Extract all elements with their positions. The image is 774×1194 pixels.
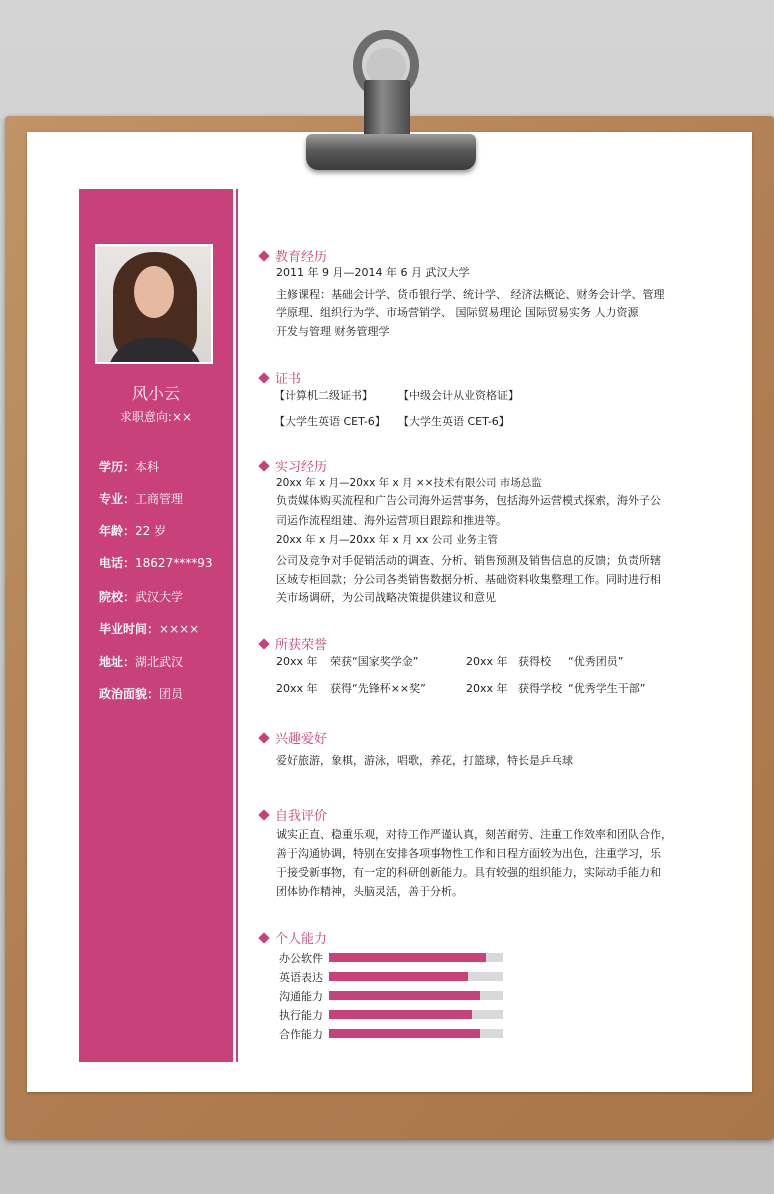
honor-year: 20xx 年 [466,682,508,695]
section-label: 兴趣爱好 [275,732,328,747]
info-value: ×××× [159,622,200,636]
job-line: 公司及竞争对手促销活动的调查、分析、销售预测及销售信息的反馈；负责所辖 [276,554,661,567]
info-value: 18627****93 [135,556,213,570]
self-eval-line: 善于沟通协调，特别在安排各项事物性工作和日程方面较为出色，注重学习，乐 [276,847,661,860]
section-title-education [260,246,327,265]
certificate-item: 【中级会计从业资格证】 [398,389,519,402]
honor-year: 20xx 年 [276,682,318,695]
info-graduation [99,620,199,637]
info-label: 地址： [99,655,136,669]
diamond-icon [258,809,269,820]
section-label: 证书 [275,372,302,387]
job-line: 司运作流程组建、海外运营项目跟踪和推进等。 [276,514,507,527]
skill-bar-fill [329,953,486,962]
honor-year: 20xx 年 [276,655,318,668]
section-title-skills [260,928,327,947]
job-header: 20xx 年 x 月—20xx 年 x 月 ××技术有限公司 市场总监 [276,477,542,489]
job-line: 关市场调研，为公司战略决策提供建议和意见 [276,591,496,604]
info-political [99,685,183,702]
skill-bar-track [329,972,503,981]
info-education [99,458,159,475]
skill-bar-fill [329,1010,472,1019]
section-title-internship [260,456,327,475]
job-line: 负责媒体购买流程和广告公司海外运营事务，包括海外运营模式探索，海外子公 [276,494,661,507]
honor-year: 20xx 年 [466,655,508,668]
self-eval-line: 于接受新事物，有一定的科研创新能力。具有较强的组织能力，实际动手能力和 [276,866,661,879]
diamond-icon [258,932,269,943]
profile-photo [95,244,213,364]
clip-plate-icon [306,134,476,170]
info-school [99,588,183,605]
section-label: 实习经历 [275,460,328,475]
education-line: 开发与管理 财务管理学 [276,325,390,338]
diamond-icon [258,372,269,383]
info-label: 院校： [99,590,136,604]
info-major [99,490,183,507]
profile-name: 风小云 [131,384,180,403]
hobbies-text: 爱好旅游，象棋，游泳，唱歌，养花，打篮球，特长是乒乓球 [276,754,573,767]
info-label: 学历： [99,460,136,474]
skill-label: 英语表达 [279,971,323,984]
info-label: 政治面貌： [99,687,160,701]
diamond-icon [258,250,269,261]
self-eval-line: 诚实正直、稳重乐观，对待工作严谨认真，刻苦耐劳、注重工作效率和团队合作， [276,828,672,841]
sidebar-divider [236,189,238,1062]
job-header: 20xx 年 x 月—20xx 年 x 月 xx 公司 业务主管 [276,534,498,546]
education-line: 主修课程：基础会计学、货币银行学、统计学、 经济法概论、财务会计学、管理 [276,288,665,301]
info-phone [99,554,212,571]
honor-name: 荣获“国家奖学金” [330,655,419,668]
info-label: 毕业时间： [99,622,160,636]
education-line: 学原理、组织行为学、市场营销学、 国际贸易理论 国际贸易实务 人力资源 [276,306,639,319]
info-value: 本科 [135,460,160,474]
info-value: 22 岁 [135,524,167,538]
info-value: 湖北武汉 [135,655,184,669]
section-title-hobbies [260,728,327,747]
skill-label: 沟通能力 [279,990,323,1003]
certificate-item: 【大学生英语 CET-6】 [398,415,510,428]
job-intent: 求职意向:×× [119,410,193,424]
info-age [99,522,166,539]
honor-name: 获得“先锋杯××奖” [330,682,426,695]
section-label: 教育经历 [275,250,328,265]
self-eval-line: 团体协作精神，头脑灵活，善于分析。 [276,885,463,898]
skill-bar-track [329,1029,503,1038]
diamond-icon [258,732,269,743]
certificate-item: 【大学生英语 CET-6】 [274,415,386,428]
info-label: 电话： [99,556,136,570]
honor-name: “优秀学生干部” [568,682,646,695]
job-line: 区域专柜回款；分公司各类销售数据分析、基础资料收集整理工作。同时进行相 [276,573,661,586]
info-value: 团员 [159,687,184,701]
diamond-icon [258,638,269,649]
skill-label: 办公软件 [279,952,323,965]
skill-label: 执行能力 [279,1009,323,1022]
honor-org: 获得学校 [518,682,562,695]
info-address [99,653,183,670]
section-title-self-eval [260,805,327,824]
info-value: 工商管理 [135,492,184,506]
skill-label: 合作能力 [279,1028,323,1041]
certificate-item: 【计算机二级证书】 [274,389,373,402]
section-title-certificates [260,368,301,387]
photo-face [134,266,174,318]
diamond-icon [258,460,269,471]
skill-bar-track [329,991,503,1000]
photo-image [97,246,211,362]
skill-bar-track [329,1010,503,1019]
section-label: 个人能力 [275,932,328,947]
skill-bar-fill [329,972,468,981]
honor-name: “优秀团员” [568,655,624,668]
skill-bar-track [329,953,503,962]
skill-bar-fill [329,1029,480,1038]
section-title-honors [260,634,327,653]
section-label: 所获荣誉 [275,638,328,653]
section-label: 自我评价 [275,809,328,824]
education-period: 2011 年 9 月—2014 年 6 月 武汉大学 [276,266,470,279]
honor-org: 获得校 [518,655,551,668]
info-label: 专业： [99,492,136,506]
info-value: 武汉大学 [135,590,184,604]
info-label: 年龄： [99,524,136,538]
skill-bar-fill [329,991,480,1000]
